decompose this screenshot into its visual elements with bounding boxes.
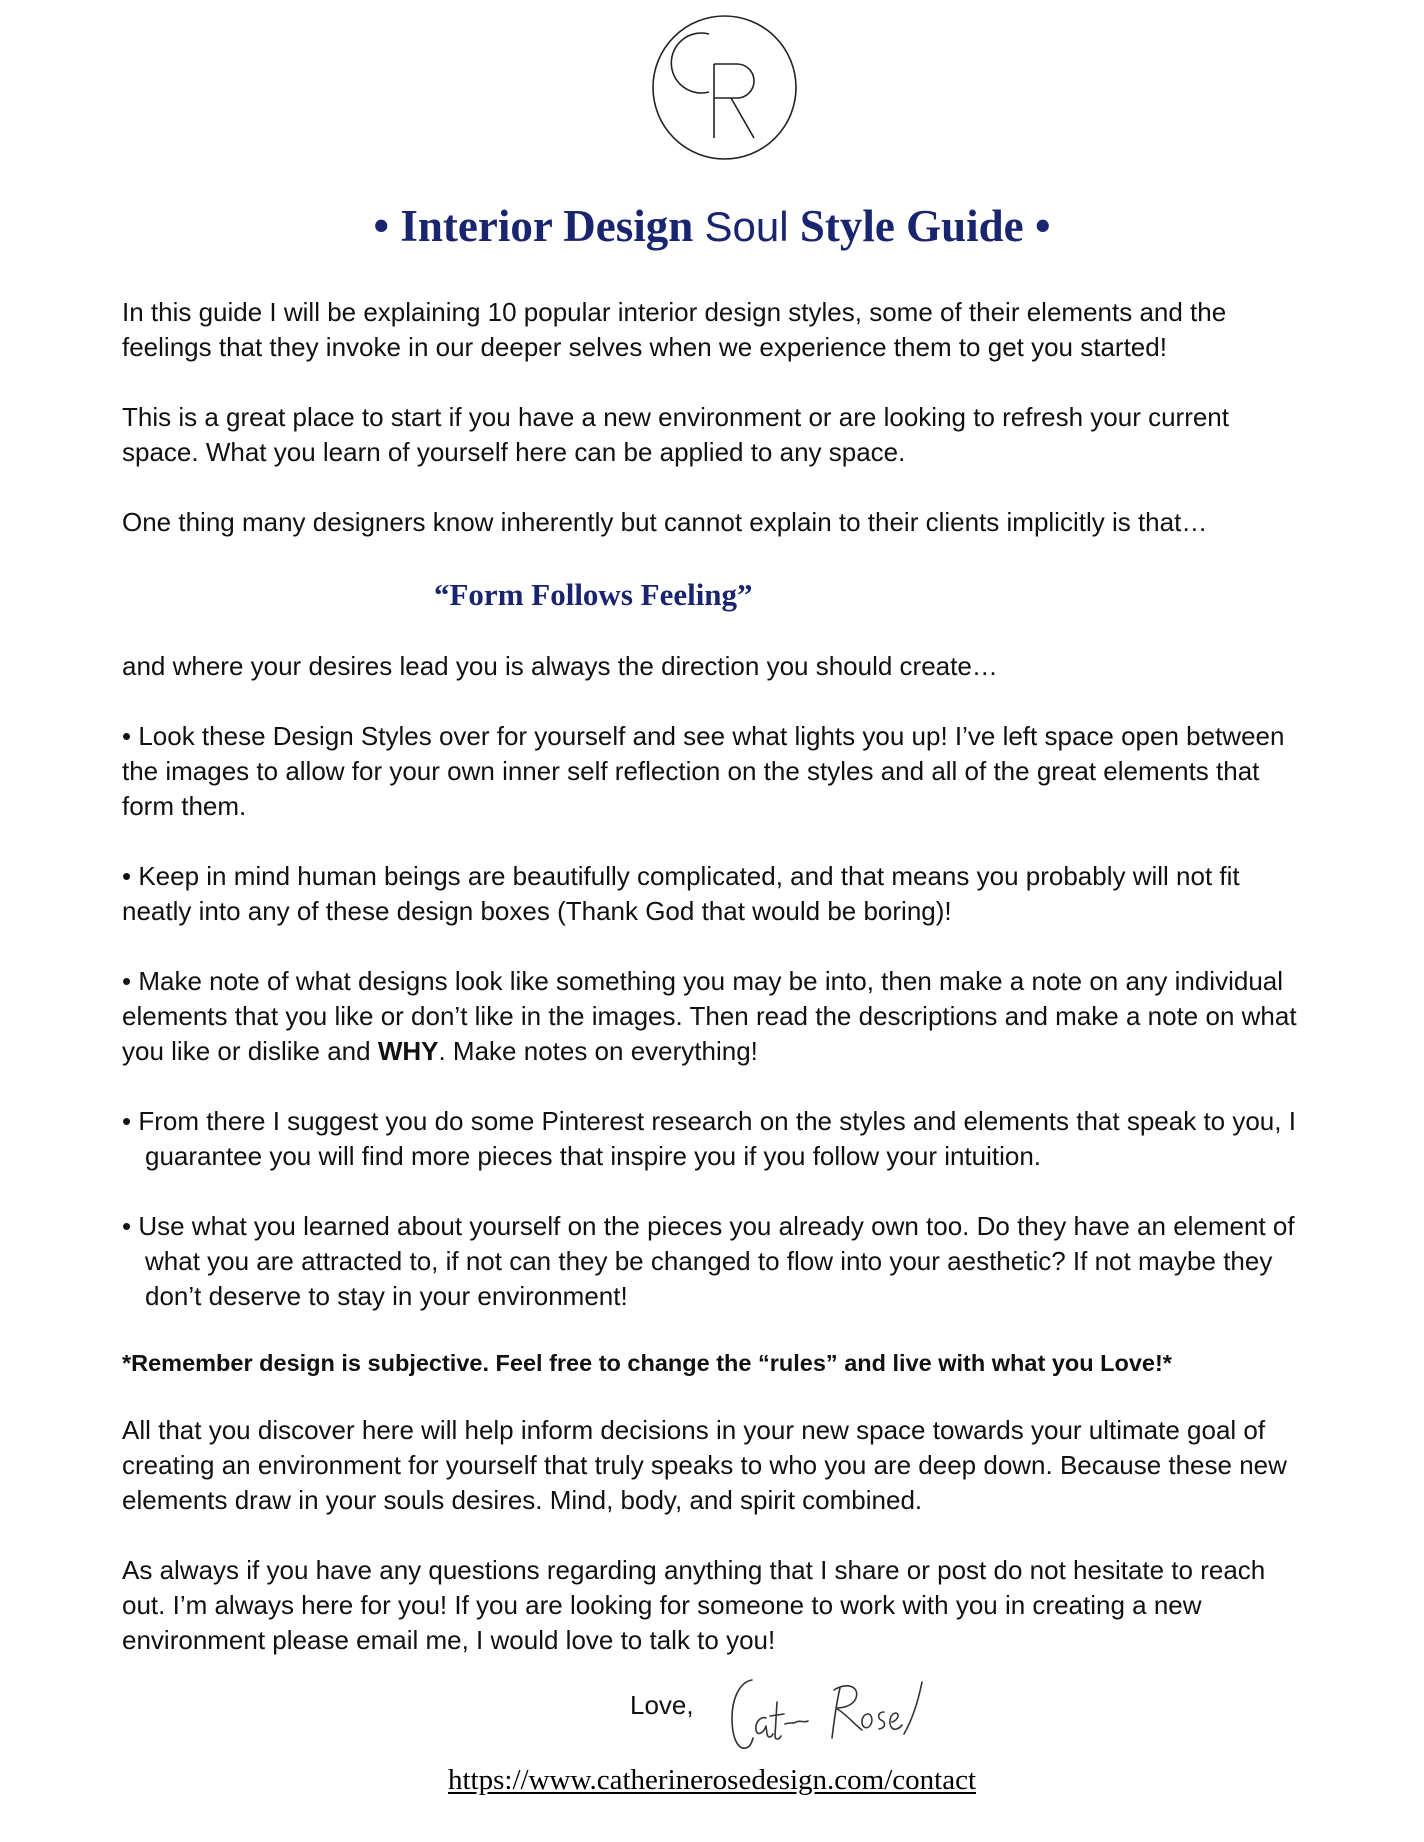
bullet-keep-in-mind: • Keep in mind human beings are beautifully complicated, and that means you probably will not fit neatly into any of these design boxes (Thank God that would be boring)! <box>122 861 1240 926</box>
title-part-style-guide: Style Guide <box>799 201 1024 251</box>
title-bullet-right: • <box>1034 201 1051 251</box>
signoff-love: Love, <box>630 1690 694 1720</box>
bullet-use-what-you-learned: • Use what you learned about yourself on the pieces you already own too. Do they have an element of what you are attracted to, if not can they be changed to flow into your aesthetic? If not maybe they don’t deserve to stay in your environment! <box>122 1211 1295 1311</box>
start-paragraph: This is a great place to start if you have a new environment or are looking to refresh your current space. What you learn of yourself here can be applied to any space. <box>122 402 1229 467</box>
one-thing-paragraph: One thing many designers know inherently but cannot explain to their clients implicitly is that… <box>122 507 1208 537</box>
bullet-make-note-text: • Make note of what designs look like something you may be into, then make a note on any individual elements that you like or don’t like in the images. Then read the descriptions and make a note on what you like or dislike and <box>122 966 1297 1066</box>
bullet-make-note-why: WHY <box>377 1036 439 1066</box>
form-follows-feeling-quote: “Form Follows Feeling” <box>434 577 753 612</box>
questions-paragraph: As always if you have any questions regarding anything that I share or post do not hesitate to reach out. I’m always here for you! If you are looking for someone to work with you in creating a new environment please email me, I would love to talk to you! <box>122 1555 1266 1655</box>
cr-monogram-logo <box>651 14 798 161</box>
desires-paragraph: and where your desires lead you is always the direction you should create… <box>122 651 998 681</box>
remember-note: *Remember design is subjective. Feel free to change the “rules” and live with what you Love!* <box>122 1350 1172 1376</box>
intro-paragraph: In this guide I will be explaining 10 popular interior design styles, some of their elements and the feelings that they invoke in our deeper selves when we experience them to get you started! <box>122 297 1227 362</box>
discover-paragraph: All that you discover here will help inform decisions in your new space towards your ultimate goal of creating an environment for yourself that truly speaks to who you are deep down. Because these new elements draw in your souls desires. Mind, body, and spirit combined. <box>122 1415 1287 1515</box>
title-part-soul: Soul <box>704 203 789 250</box>
handwritten-signature <box>722 1668 947 1758</box>
bullet-pinterest-research: • From there I suggest you do some Pinterest research on the styles and elements that speak to you, I guarantee you will find more pieces that inspire you if you follow your intuition. <box>122 1106 1296 1171</box>
bullet-make-note <box>122 964 1312 1069</box>
bullet-make-note-end: . Make notes on everything! <box>438 1036 758 1066</box>
guide-body <box>122 295 1312 1658</box>
page-title <box>0 196 1424 257</box>
title-bullet-left: • <box>373 201 390 251</box>
title-part-interior-design: Interior Design <box>400 201 694 251</box>
bullet-look-over-styles: • Look these Design Styles over for yourself and see what lights you up! I’ve left space open between the images to allow for your own inner self reflection on the styles and all of the great elements that form them. <box>122 721 1285 821</box>
contact-url-link[interactable]: https://www.catherinerosedesign.com/contact <box>447 1764 977 1796</box>
